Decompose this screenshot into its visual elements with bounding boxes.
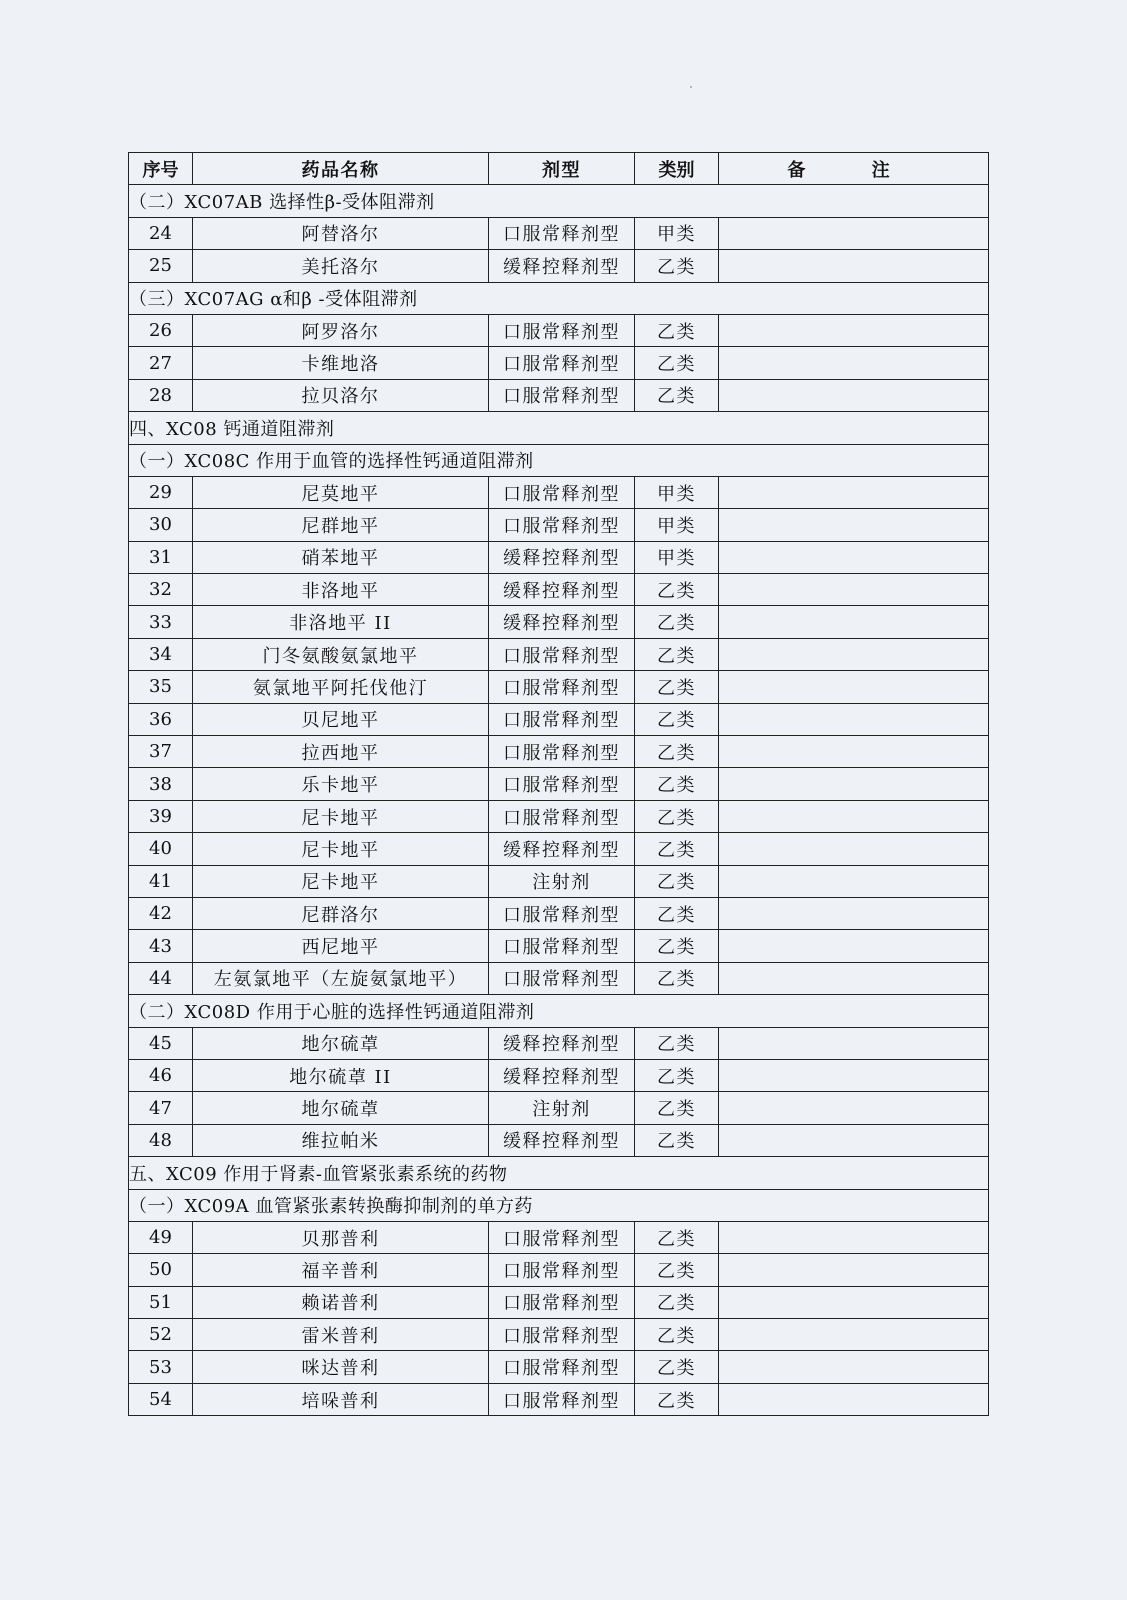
- table-row: [129, 671, 989, 703]
- header-no: 序号: [129, 153, 193, 185]
- drug-name: 贝尼地平: [193, 703, 489, 735]
- row-number: 52: [129, 1319, 193, 1351]
- scan-speck: [690, 86, 692, 88]
- drug-category: 乙类: [635, 1351, 719, 1383]
- drug-name: 阿罗洛尔: [193, 314, 489, 346]
- drug-category: 乙类: [635, 574, 719, 606]
- header-dosage-form: 剂型: [489, 153, 635, 185]
- dosage-form: 缓释控释剂型: [489, 1124, 635, 1156]
- dosage-form: 口服常释剂型: [489, 671, 635, 703]
- table-row: [129, 476, 989, 508]
- row-number: 28: [129, 379, 193, 411]
- row-number: 47: [129, 1092, 193, 1124]
- remark-cell: [719, 897, 989, 929]
- drug-name: 福辛普利: [193, 1254, 489, 1286]
- remark-cell: [719, 638, 989, 670]
- table-row: [129, 1351, 989, 1383]
- remark-cell: [719, 541, 989, 573]
- drug-category: 乙类: [635, 865, 719, 897]
- drug-name: 贝那普利: [193, 1221, 489, 1253]
- row-number: 32: [129, 574, 193, 606]
- row-number: 54: [129, 1383, 193, 1415]
- table-row: [129, 1319, 989, 1351]
- row-number: 38: [129, 768, 193, 800]
- table-row: [129, 1286, 989, 1318]
- drug-name: 雷米普利: [193, 1319, 489, 1351]
- dosage-form: 缓释控释剂型: [489, 541, 635, 573]
- remark-cell: [719, 930, 989, 962]
- drug-name: 尼群洛尔: [193, 897, 489, 929]
- dosage-form: 注射剂: [489, 1092, 635, 1124]
- drug-category: 乙类: [635, 703, 719, 735]
- row-number: 46: [129, 1059, 193, 1091]
- dosage-form: 口服常释剂型: [489, 379, 635, 411]
- section-title: （一）XC09A 血管紧张素转换酶抑制剂的单方药: [129, 1189, 989, 1221]
- drug-name: 拉西地平: [193, 736, 489, 768]
- section-header-row: [129, 1157, 989, 1189]
- remark-cell: [719, 574, 989, 606]
- section-header-row: [129, 282, 989, 314]
- drug-category: 甲类: [635, 476, 719, 508]
- remark-cell: [719, 768, 989, 800]
- dosage-form: 口服常释剂型: [489, 476, 635, 508]
- drug-name: 乐卡地平: [193, 768, 489, 800]
- drug-name: 地尔硫䓬 II: [193, 1059, 489, 1091]
- row-number: 26: [129, 314, 193, 346]
- dosage-form: 注射剂: [489, 865, 635, 897]
- section-title: 五、XC09 作用于肾素-血管紧张素系统的药物: [129, 1157, 989, 1189]
- drug-category: 乙类: [635, 671, 719, 703]
- dosage-form: 缓释控释剂型: [489, 1059, 635, 1091]
- dosage-form: 口服常释剂型: [489, 703, 635, 735]
- table-row: [129, 1027, 989, 1059]
- row-number: 33: [129, 606, 193, 638]
- table-row: [129, 800, 989, 832]
- dosage-form: 缓释控释剂型: [489, 1027, 635, 1059]
- drug-category: 乙类: [635, 1221, 719, 1253]
- drug-category: 乙类: [635, 638, 719, 670]
- row-number: 35: [129, 671, 193, 703]
- dosage-form: 口服常释剂型: [489, 638, 635, 670]
- drug-name: 尼卡地平: [193, 833, 489, 865]
- drug-name: 门冬氨酸氨氯地平: [193, 638, 489, 670]
- table-row: [129, 541, 989, 573]
- drug-category: 甲类: [635, 541, 719, 573]
- row-number: 44: [129, 962, 193, 994]
- drug-category: 乙类: [635, 800, 719, 832]
- drug-name: 卡维地洛: [193, 347, 489, 379]
- remark-cell: [719, 347, 989, 379]
- remark-cell: [719, 736, 989, 768]
- row-number: 41: [129, 865, 193, 897]
- row-number: 39: [129, 800, 193, 832]
- drug-category: 乙类: [635, 1319, 719, 1351]
- remark-cell: [719, 476, 989, 508]
- row-number: 24: [129, 217, 193, 249]
- drug-formulary-table: [128, 152, 989, 1416]
- drug-name: 氨氯地平阿托伐他汀: [193, 671, 489, 703]
- drug-category: 乙类: [635, 379, 719, 411]
- table-row: [129, 1254, 989, 1286]
- table-header-row: [129, 153, 989, 185]
- drug-category: 乙类: [635, 1286, 719, 1318]
- row-number: 31: [129, 541, 193, 573]
- section-header-row: [129, 1189, 989, 1221]
- remark-cell: [719, 671, 989, 703]
- table-body: [129, 185, 989, 1416]
- remark-cell: [719, 250, 989, 282]
- drug-name: 非洛地平 II: [193, 606, 489, 638]
- remark-cell: [719, 865, 989, 897]
- table-row: [129, 897, 989, 929]
- drug-category: 乙类: [635, 1254, 719, 1286]
- table-row: [129, 1221, 989, 1253]
- section-title: 四、XC08 钙通道阻滞剂: [129, 412, 989, 444]
- dosage-form: 口服常释剂型: [489, 1383, 635, 1415]
- dosage-form: 缓释控释剂型: [489, 574, 635, 606]
- drug-category: 乙类: [635, 606, 719, 638]
- drug-name: 地尔硫䓬: [193, 1027, 489, 1059]
- drug-category: 乙类: [635, 930, 719, 962]
- header-drug-name: 药品名称: [193, 153, 489, 185]
- dosage-form: 口服常释剂型: [489, 930, 635, 962]
- row-number: 25: [129, 250, 193, 282]
- row-number: 48: [129, 1124, 193, 1156]
- table-row: [129, 768, 989, 800]
- remark-cell: [719, 379, 989, 411]
- table-row: [129, 509, 989, 541]
- remark-cell: [719, 1319, 989, 1351]
- dosage-form: 口服常释剂型: [489, 800, 635, 832]
- drug-category: 乙类: [635, 768, 719, 800]
- remark-cell: [719, 509, 989, 541]
- row-number: 43: [129, 930, 193, 962]
- dosage-form: 口服常释剂型: [489, 217, 635, 249]
- drug-name: 培哚普利: [193, 1383, 489, 1415]
- remark-cell: [719, 217, 989, 249]
- remark-cell: [719, 1221, 989, 1253]
- dosage-form: 口服常释剂型: [489, 768, 635, 800]
- dosage-form: 口服常释剂型: [489, 1319, 635, 1351]
- dosage-form: 口服常释剂型: [489, 1254, 635, 1286]
- remark-cell: [719, 606, 989, 638]
- table-row: [129, 1383, 989, 1415]
- remark-cell: [719, 1254, 989, 1286]
- row-number: 27: [129, 347, 193, 379]
- section-title: （三）XC07AG α和β -受体阻滞剂: [129, 282, 989, 314]
- drug-category: 乙类: [635, 962, 719, 994]
- table-row: [129, 962, 989, 994]
- drug-category: 乙类: [635, 1027, 719, 1059]
- row-number: 34: [129, 638, 193, 670]
- drug-name: 地尔硫䓬: [193, 1092, 489, 1124]
- table-row: [129, 736, 989, 768]
- remark-cell: [719, 800, 989, 832]
- table-row: [129, 379, 989, 411]
- table-row: [129, 1124, 989, 1156]
- drug-name: 咪达普利: [193, 1351, 489, 1383]
- remark-cell: [719, 314, 989, 346]
- table-row: [129, 606, 989, 638]
- drug-category: 乙类: [635, 897, 719, 929]
- remark-cell: [719, 1059, 989, 1091]
- drug-category: 甲类: [635, 217, 719, 249]
- drug-category: 乙类: [635, 1124, 719, 1156]
- drug-name: 硝苯地平: [193, 541, 489, 573]
- drug-category: 乙类: [635, 1092, 719, 1124]
- row-number: 40: [129, 833, 193, 865]
- drug-name: 尼卡地平: [193, 865, 489, 897]
- remark-cell: [719, 1286, 989, 1318]
- drug-category: 乙类: [635, 1383, 719, 1415]
- remark-cell: [719, 1027, 989, 1059]
- table-row: [129, 833, 989, 865]
- row-number: 36: [129, 703, 193, 735]
- drug-name: 拉贝洛尔: [193, 379, 489, 411]
- drug-name: 尼群地平: [193, 509, 489, 541]
- drug-category: 乙类: [635, 314, 719, 346]
- drug-name: 维拉帕米: [193, 1124, 489, 1156]
- drug-name: 尼莫地平: [193, 476, 489, 508]
- dosage-form: 口服常释剂型: [489, 736, 635, 768]
- dosage-form: 口服常释剂型: [489, 962, 635, 994]
- table-row: [129, 250, 989, 282]
- table-row: [129, 347, 989, 379]
- drug-category: 甲类: [635, 509, 719, 541]
- drug-name: 阿替洛尔: [193, 217, 489, 249]
- remark-cell: [719, 962, 989, 994]
- section-title: （二）XC08D 作用于心脏的选择性钙通道阻滞剂: [129, 995, 989, 1027]
- table-row: [129, 314, 989, 346]
- table-row: [129, 865, 989, 897]
- table-row: [129, 574, 989, 606]
- row-number: 50: [129, 1254, 193, 1286]
- drug-category: 乙类: [635, 1059, 719, 1091]
- drug-name: 赖诺普利: [193, 1286, 489, 1318]
- dosage-form: 口服常释剂型: [489, 347, 635, 379]
- section-header-row: [129, 444, 989, 476]
- table-row: [129, 703, 989, 735]
- drug-name: 尼卡地平: [193, 800, 489, 832]
- table-row: [129, 217, 989, 249]
- drug-name: 非洛地平: [193, 574, 489, 606]
- dosage-form: 缓释控释剂型: [489, 250, 635, 282]
- remark-cell: [719, 1383, 989, 1415]
- dosage-form: 口服常释剂型: [489, 1286, 635, 1318]
- header-category: 类别: [635, 153, 719, 185]
- section-header-row: [129, 412, 989, 444]
- dosage-form: 口服常释剂型: [489, 509, 635, 541]
- table-row: [129, 1059, 989, 1091]
- remark-cell: [719, 1124, 989, 1156]
- drug-category: 乙类: [635, 250, 719, 282]
- dosage-form: 口服常释剂型: [489, 314, 635, 346]
- table-row: [129, 930, 989, 962]
- table-row: [129, 638, 989, 670]
- drug-name: 西尼地平: [193, 930, 489, 962]
- row-number: 30: [129, 509, 193, 541]
- drug-category: 乙类: [635, 347, 719, 379]
- row-number: 53: [129, 1351, 193, 1383]
- remark-cell: [719, 1351, 989, 1383]
- drug-category: 乙类: [635, 736, 719, 768]
- row-number: 37: [129, 736, 193, 768]
- dosage-form: 缓释控释剂型: [489, 833, 635, 865]
- drug-name: 左氨氯地平（左旋氨氯地平）: [193, 962, 489, 994]
- row-number: 49: [129, 1221, 193, 1253]
- section-title: （二）XC07AB 选择性β-受体阻滞剂: [129, 185, 989, 217]
- drug-category: 乙类: [635, 833, 719, 865]
- remark-cell: [719, 1092, 989, 1124]
- remark-cell: [719, 703, 989, 735]
- section-header-row: [129, 995, 989, 1027]
- row-number: 45: [129, 1027, 193, 1059]
- dosage-form: 口服常释剂型: [489, 1351, 635, 1383]
- section-header-row: [129, 185, 989, 217]
- dosage-form: 缓释控释剂型: [489, 606, 635, 638]
- row-number: 51: [129, 1286, 193, 1318]
- row-number: 29: [129, 476, 193, 508]
- section-title: （一）XC08C 作用于血管的选择性钙通道阻滞剂: [129, 444, 989, 476]
- table-row: [129, 1092, 989, 1124]
- row-number: 42: [129, 897, 193, 929]
- dosage-form: 口服常释剂型: [489, 1221, 635, 1253]
- remark-cell: [719, 833, 989, 865]
- header-remark: 备 注: [719, 153, 989, 185]
- drug-name: 美托洛尔: [193, 250, 489, 282]
- dosage-form: 口服常释剂型: [489, 897, 635, 929]
